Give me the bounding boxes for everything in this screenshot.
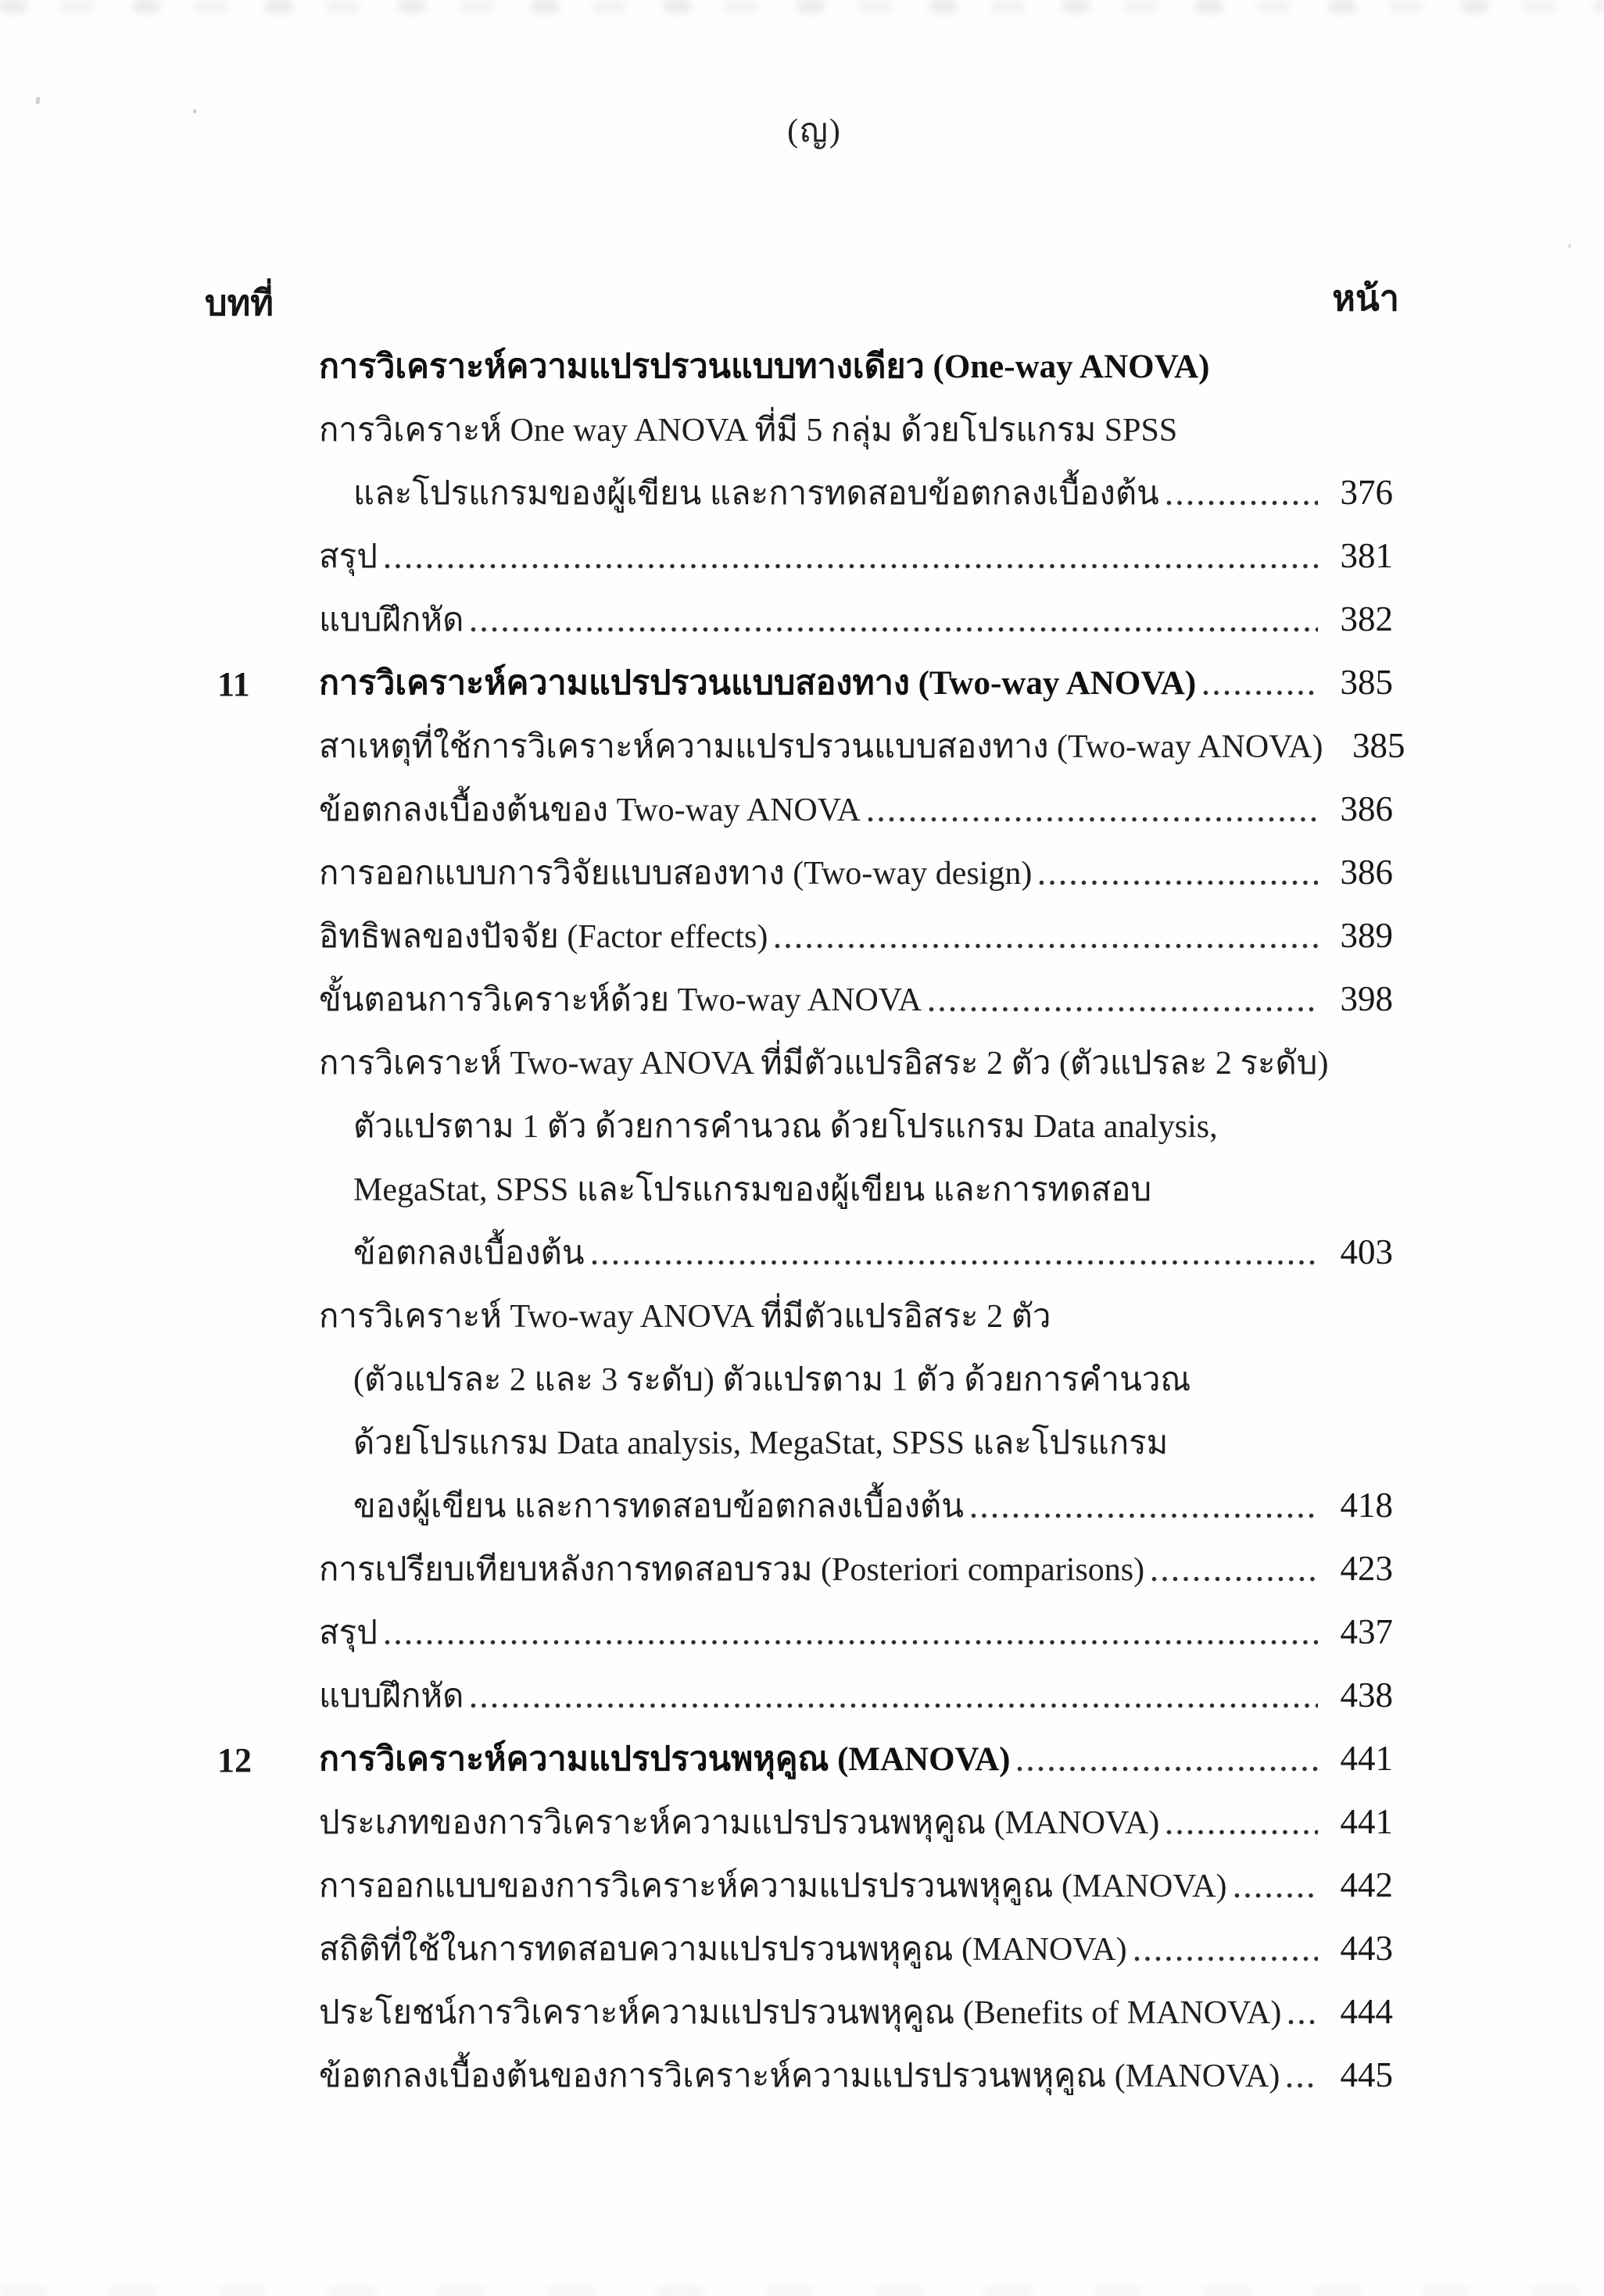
toc-entry-text: ข้อตกลงเบื้องต้นของการวิเคราะห์ความแปรปรวนพหุคูณ (MANOVA) bbox=[319, 2058, 1280, 2094]
dotted-leader bbox=[471, 626, 1318, 633]
toc-entry bbox=[0, 1972, 1604, 2036]
page-number: 423 bbox=[1340, 1549, 1393, 1588]
toc-entry-text: สถิติที่ใช้ในการทดสอบความแปรปรวนพหุคูณ (MANOVA) bbox=[319, 1931, 1127, 1968]
toc-entry-text: สรุป bbox=[319, 538, 378, 575]
toc-entry-text: อิทธิพลของปัจจัย (Factor effects) bbox=[319, 918, 768, 955]
dotted-leader bbox=[775, 942, 1318, 950]
toc-entry bbox=[0, 1339, 1604, 1403]
page-number: 398 bbox=[1340, 979, 1393, 1018]
dotted-leader bbox=[1288, 2019, 1318, 2026]
dotted-leader bbox=[1166, 1829, 1318, 1836]
toc-entry bbox=[0, 1593, 1604, 1656]
toc-entry bbox=[0, 1086, 1604, 1150]
dotted-leader bbox=[1134, 1955, 1318, 1962]
page-number: 438 bbox=[1340, 1676, 1393, 1715]
scan-speck bbox=[1568, 244, 1571, 248]
toc-entry-text: การวิเคราะห์ความแปรปรวนแบบสองทาง (Two-way ANOVA) bbox=[319, 664, 1197, 702]
toc-entry-text: และโปรแกรมของผู้เขียน และการทดสอบข้อตกลงเบื้องต้น bbox=[353, 475, 1159, 512]
toc-entry-text: สรุป bbox=[319, 1615, 378, 1651]
toc-entry-text: แบบฝึกหัด bbox=[319, 1678, 464, 1715]
toc-entry-text: ข้อตกลงเบื้องต้นของ Two-way ANOVA bbox=[319, 792, 861, 828]
toc-entry bbox=[0, 1909, 1604, 1972]
scan-noise-bottom bbox=[0, 2287, 1604, 2296]
toc-entry-text: การออกแบบของการวิเคราะห์ความแปรปรวนพหุคูณ (MANOVA) bbox=[319, 1868, 1227, 1904]
dotted-leader bbox=[929, 1006, 1318, 1013]
toc-entry bbox=[0, 327, 1604, 390]
toc-entry-text: ด้วยโปรแกรม Data analysis, MegaStat, SPSS และโปรแกรม bbox=[353, 1425, 1169, 1461]
page-number: 443 bbox=[1340, 1929, 1393, 1968]
toc-entry-text: สาเหตุที่ใช้การวิเคราะห์ความแปรปรวนแบบสองทาง (Two-way ANOVA) bbox=[319, 728, 1323, 765]
toc-entry-text: แบบฝึกหัด bbox=[319, 602, 464, 638]
toc-entry bbox=[0, 1529, 1604, 1593]
page-number: 386 bbox=[1340, 789, 1393, 828]
toc-entry bbox=[0, 643, 1604, 706]
dotted-leader bbox=[471, 1702, 1318, 1709]
toc-entry bbox=[0, 1783, 1604, 1846]
page-number: 437 bbox=[1340, 1612, 1393, 1651]
scan-noise-top bbox=[0, 0, 1604, 13]
toc-entry bbox=[0, 390, 1604, 453]
page-number: 442 bbox=[1340, 1865, 1393, 1904]
dotted-leader bbox=[1203, 689, 1318, 696]
toc-entry bbox=[0, 2036, 1604, 2099]
page-header-mark: (ญ) bbox=[787, 113, 842, 149]
page-number: 382 bbox=[1340, 599, 1393, 638]
toc-entry-text: การวิเคราะห์ความแปรปรวนแบบทางเดียว (One-way ANOVA) bbox=[319, 348, 1210, 385]
dotted-leader bbox=[1017, 1765, 1318, 1772]
page-number: 418 bbox=[1340, 1486, 1393, 1525]
toc-entry bbox=[0, 1023, 1604, 1086]
toc-entry-text: การวิเคราะห์ Two-way ANOVA ที่มีตัวแปรอิสระ 2 ตัว bbox=[319, 1298, 1051, 1335]
page-number: 381 bbox=[1340, 536, 1393, 575]
dotted-leader bbox=[1166, 499, 1318, 506]
page-number: 385 bbox=[1340, 663, 1393, 702]
toc-entry bbox=[0, 453, 1604, 517]
toc-entry bbox=[0, 770, 1604, 833]
chapter-number: 12 bbox=[217, 1741, 252, 1779]
dotted-leader bbox=[1287, 2082, 1318, 2089]
dotted-leader bbox=[971, 1512, 1318, 1519]
toc-entry-text: ประเภทของการวิเคราะห์ความแปรปรวนพหุคูณ (MANOVA) bbox=[319, 1804, 1160, 1841]
toc-entry-text: MegaStat, SPSS และโปรแกรมของผู้เขียน และการทดสอบ bbox=[353, 1171, 1152, 1208]
page-number: 376 bbox=[1340, 473, 1393, 512]
dotted-leader bbox=[385, 1639, 1318, 1646]
page-number: 441 bbox=[1340, 1802, 1393, 1841]
toc-entry-text: การวิเคราะห์ความแปรปรวนพหุคูณ (MANOVA) bbox=[319, 1740, 1011, 1778]
toc-entry bbox=[0, 1466, 1604, 1529]
page-number: 441 bbox=[1340, 1739, 1393, 1778]
dotted-leader bbox=[385, 563, 1318, 570]
chapter-number: 11 bbox=[217, 665, 250, 703]
page-number: 403 bbox=[1340, 1232, 1393, 1271]
page-number: 444 bbox=[1340, 1992, 1393, 2031]
dotted-leader bbox=[1039, 879, 1318, 886]
toc-entry bbox=[0, 1150, 1604, 1213]
toc-entry-text: (ตัวแปรละ 2 และ 3 ระดับ) ตัวแปรตาม 1 ตัว ด้วยการคำนวณ bbox=[353, 1361, 1191, 1398]
toc-entry-text: ตัวแปรตาม 1 ตัว ด้วยการคำนวณ ด้วยโปรแกรม Data analysis, bbox=[353, 1108, 1218, 1145]
dotted-leader bbox=[868, 816, 1318, 823]
toc-entry bbox=[0, 833, 1604, 896]
page-column-header: หน้า bbox=[1332, 279, 1399, 318]
dotted-leader bbox=[1151, 1575, 1318, 1583]
chapter-column-header: บทที่ bbox=[205, 284, 274, 323]
toc-entry bbox=[0, 1846, 1604, 1909]
table-of-contents bbox=[0, 327, 1604, 2099]
scan-speck bbox=[35, 97, 40, 105]
toc-entry bbox=[0, 580, 1604, 643]
toc-entry-text: ข้อตกลงเบื้องต้น bbox=[353, 1235, 585, 1271]
toc-entry-text: การออกแบบการวิจัยแบบสองทาง (Two-way design) bbox=[319, 855, 1033, 892]
page-number: 445 bbox=[1340, 2055, 1393, 2094]
toc-entry-text: การวิเคราะห์ One way ANOVA ที่มี 5 กลุ่ม ด้วยโปรแกรม SPSS bbox=[319, 412, 1178, 449]
toc-entry-text: ประโยชน์การวิเคราะห์ความแปรปรวนพหุคูณ (Benefits of MANOVA) bbox=[319, 1994, 1282, 2031]
dotted-leader bbox=[1234, 1892, 1318, 1899]
toc-entry bbox=[0, 1656, 1604, 1719]
toc-entry-text: ขั้นตอนการวิเคราะห์ด้วย Two-way ANOVA bbox=[319, 982, 922, 1018]
toc-entry-text: การเปรียบเทียบหลังการทดสอบรวม (Posteriori comparisons) bbox=[319, 1551, 1145, 1588]
toc-entry bbox=[0, 1213, 1604, 1276]
toc-entry-text: การวิเคราะห์ Two-way ANOVA ที่มีตัวแปรอิสระ 2 ตัว (ตัวแปรละ 2 ระดับ) bbox=[319, 1045, 1329, 1082]
page-number: 389 bbox=[1340, 916, 1393, 955]
toc-entry bbox=[0, 960, 1604, 1023]
toc-entry bbox=[0, 517, 1604, 580]
toc-entry bbox=[0, 1403, 1604, 1466]
toc-entry bbox=[0, 706, 1604, 770]
toc-entry-text: ของผู้เขียน และการทดสอบข้อตกลงเบื้องต้น bbox=[353, 1488, 964, 1525]
page-number: 386 bbox=[1340, 853, 1393, 892]
toc-entry bbox=[0, 1276, 1604, 1339]
dotted-leader bbox=[592, 1259, 1318, 1266]
toc-entry bbox=[0, 896, 1604, 960]
page-number: 385 bbox=[1352, 726, 1405, 765]
toc-entry bbox=[0, 1719, 1604, 1783]
